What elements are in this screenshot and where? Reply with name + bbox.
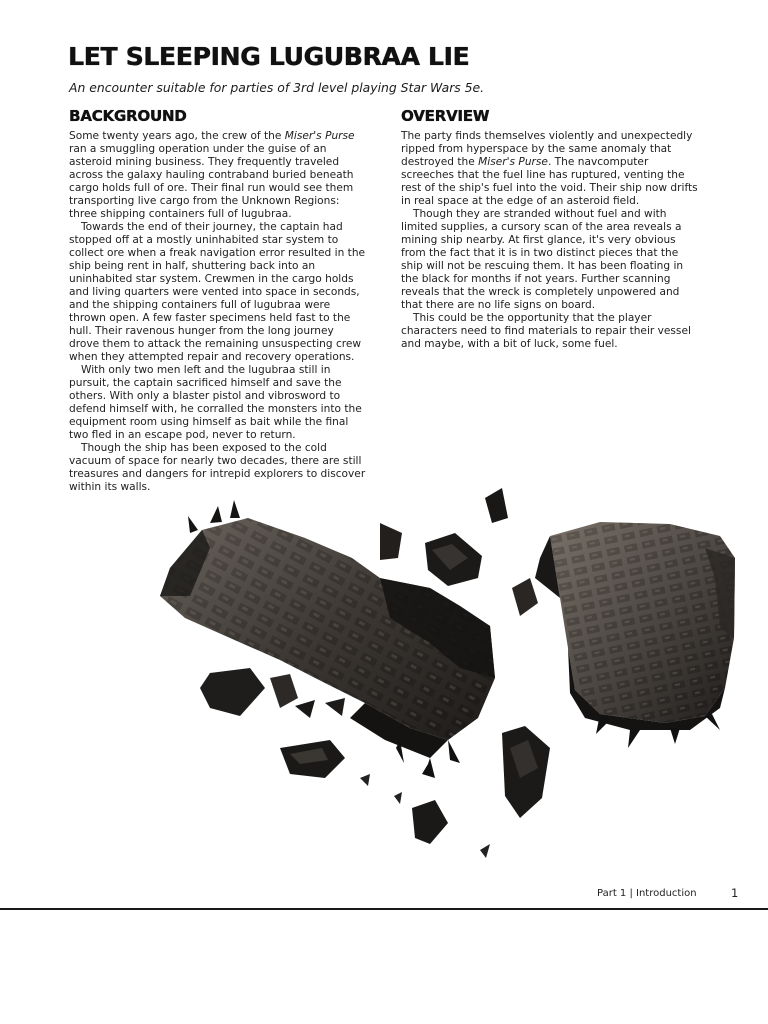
ship-name: Miser's Purse bbox=[284, 130, 355, 142]
footer-section-label: Part 1 | Introduction bbox=[597, 888, 697, 899]
overview-section bbox=[401, 107, 699, 351]
wrecked-ship-illustration bbox=[130, 478, 750, 868]
background-paragraph-2: Towards the end of their journey, the captain had stopped off at a mostly uninhabited star system to collect ore when a freak navigation error resulted in the ship being rent in half, shuttering back into an uninhabited star system. Crewmen in the cargo holds and living quarters were vented into space in seconds, and the shipping containers full of lugubraa were thrown open. A few faster specimens held fast to the hull. Their ravenous hunger from the long journey drove them to attack the remaining unsuspecting crew when they attempted repair and recovery operations. bbox=[69, 221, 366, 363]
overview-paragraph-1: The party finds themselves violently and unexpectedly ripped from hyperspace by the same anomaly that destroyed the Miser's Purse. The navcomputer screeches that the fuel line has ruptured, venting the rest of the ship's fuel into the void. Their ship now drifts in real space at the edge of an asteroid field. bbox=[401, 130, 698, 207]
footer-divider bbox=[0, 908, 768, 910]
overview-heading: OVERVIEW bbox=[401, 107, 490, 125]
page-title: LET SLEEPING LUGUBRAA LIE bbox=[68, 42, 470, 71]
background-heading: BACKGROUND bbox=[69, 107, 187, 125]
overview-paragraph-3: This could be the opportunity that the player characters need to find materials to repair their vessel and maybe, with a bit of luck, some fuel. bbox=[401, 312, 691, 350]
background-section bbox=[69, 107, 367, 494]
hull-fragment-right bbox=[535, 522, 735, 748]
background-paragraph-4: Though the ship has been exposed to the cold vacuum of space for nearly two decades, there are still treasures and dangers for intrepid explorers to discover within its walls. bbox=[69, 442, 366, 493]
page-subtitle: An encounter suitable for parties of 3rd level playing Star Wars 5e. bbox=[69, 80, 485, 95]
page-number: 1 bbox=[731, 886, 739, 900]
overview-paragraph-2: Though they are stranded without fuel and with limited supplies, a cursory scan of the area reveals a mining ship nearby. At first glance, it's very obvious from the fact that it is in two distinct pieces that the ship will not be rescuing them. It has been floating in the black for months if not years. Further scanning reveals that the wreck is completely unpowered and that there are no life signs on board. bbox=[401, 208, 684, 311]
ship-name: Miser's Purse bbox=[478, 156, 548, 168]
background-paragraph-3: With only two men left and the lugubraa still in pursuit, the captain sacrificed himself and save the others. With only a blaster pistol and vibrosword to defend himself with, he corralled the monsters into the equipment room using himself as bait while the final two fled in an escape pod, never to return. bbox=[69, 364, 362, 441]
background-paragraph-1: Some twenty years ago, the crew of the Miser's Purse ran a smuggling operation under the guise of an asteroid mining business. They frequently traveled across the galaxy hauling contraband buried beneath cargo holds full of ore. Their final run would see them transporting live cargo from the Unknown Regions: three shipping containers full of lugubraa. bbox=[69, 130, 355, 220]
